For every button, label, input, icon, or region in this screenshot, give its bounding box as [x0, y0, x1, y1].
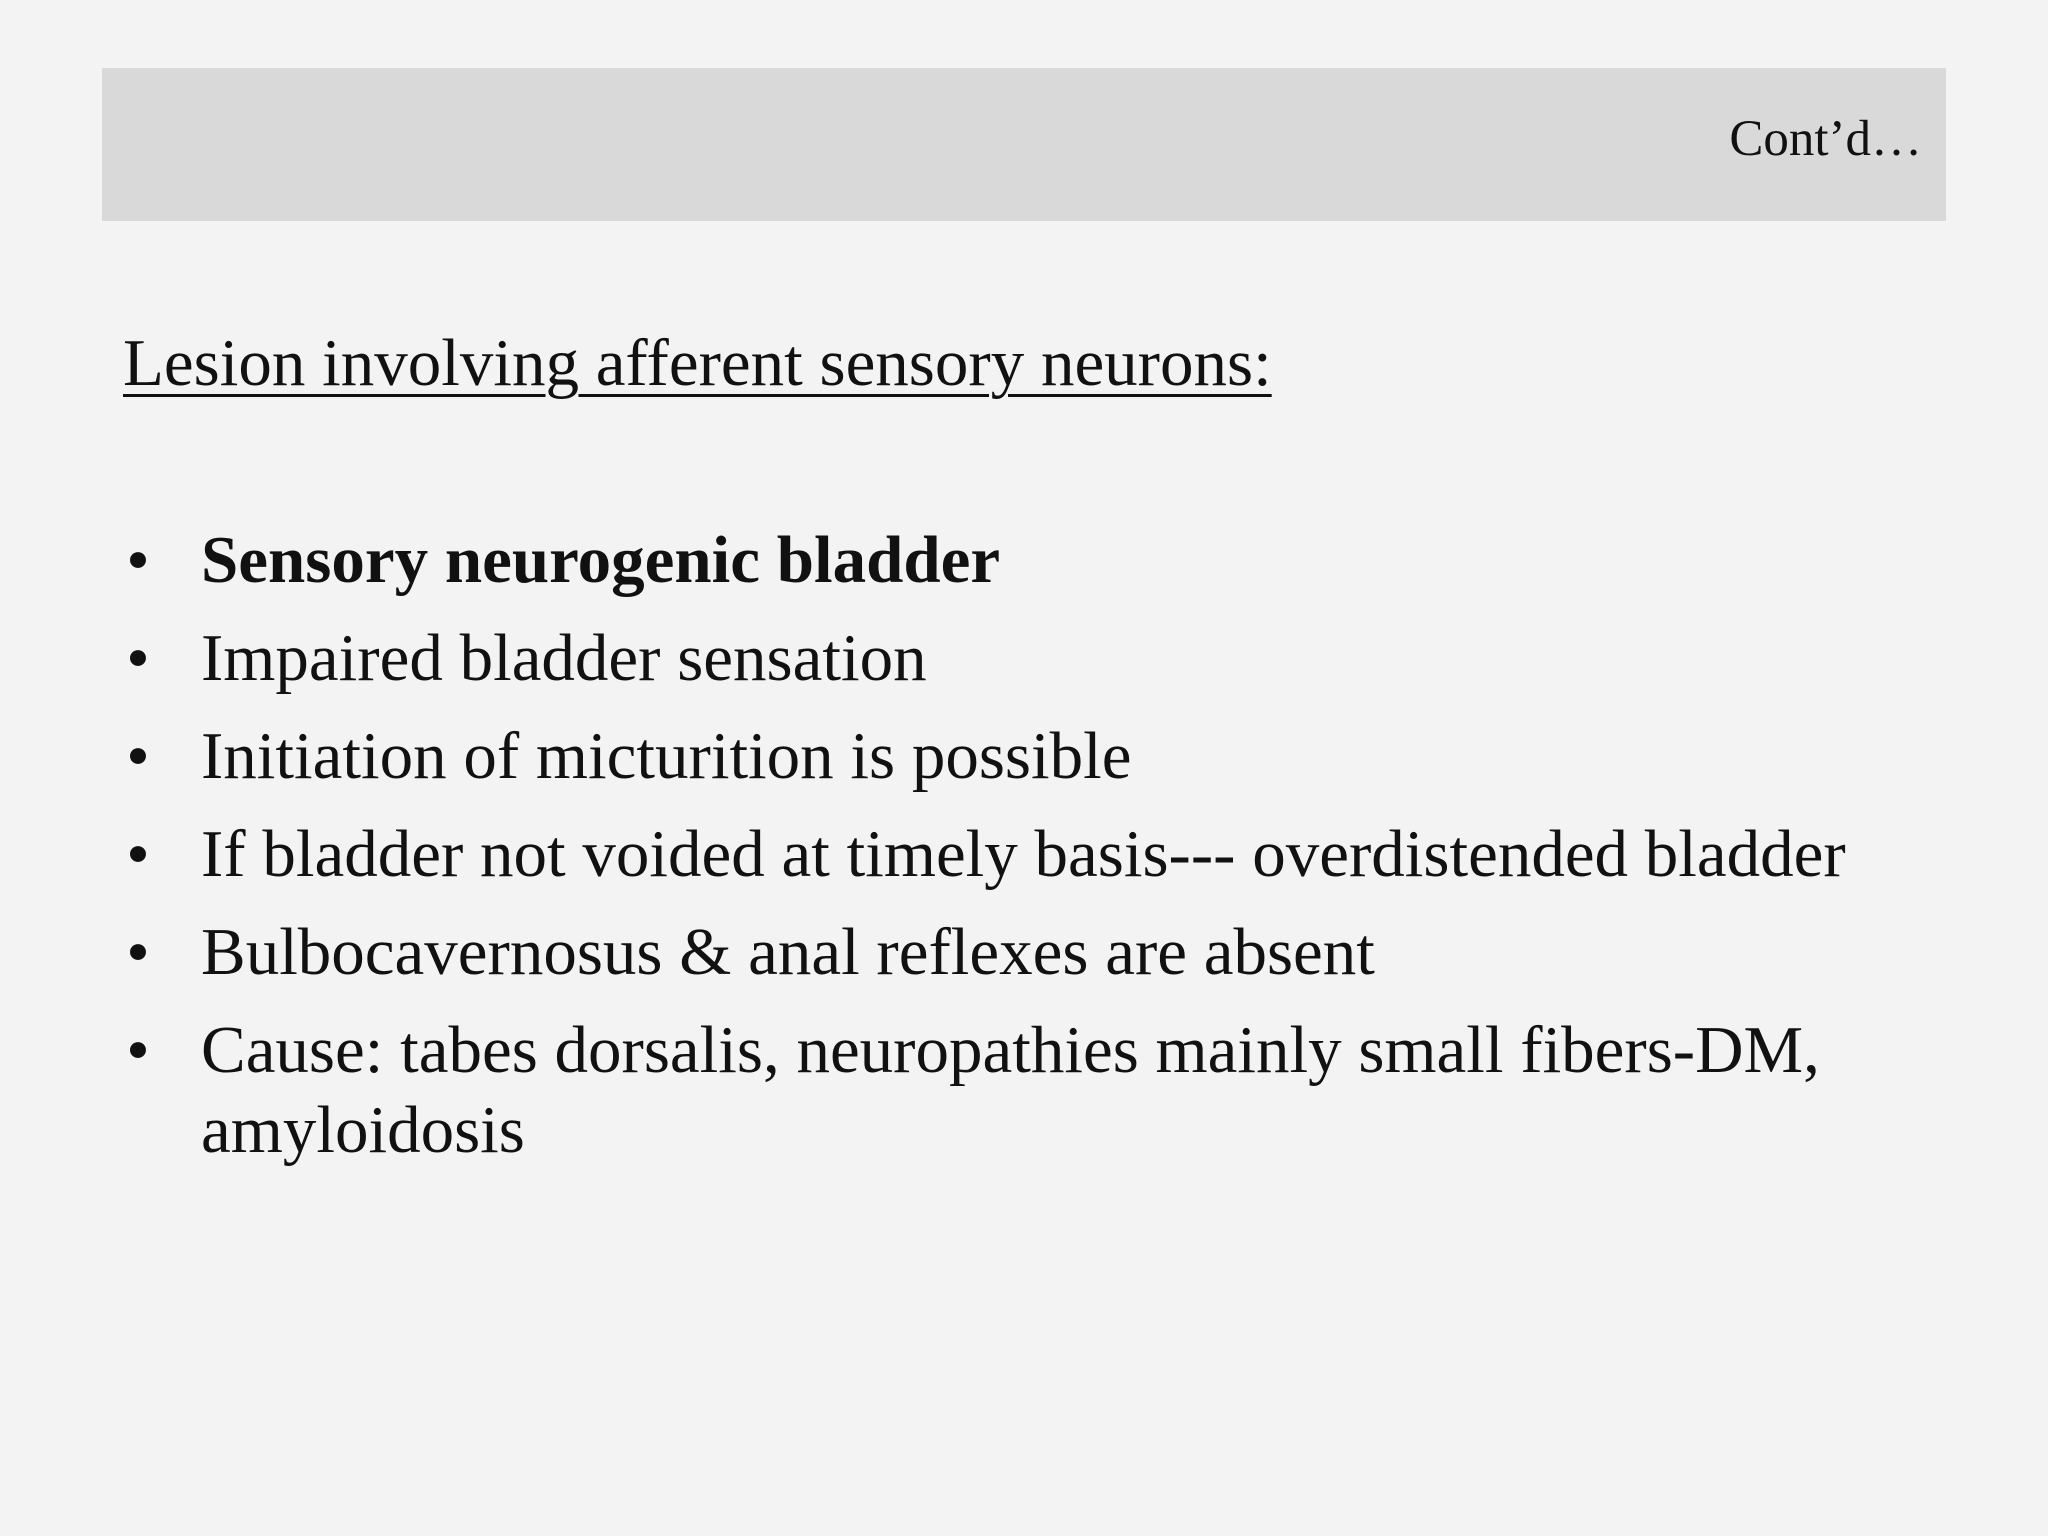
bullet-text: Bulbocavernosus & anal reflexes are absent: [201, 915, 1375, 989]
bullet-text: Cause: tabes dorsalis, neuropathies mainly small fibers-DM, amyloidosis: [201, 1013, 1820, 1167]
bullet-text: Impaired bladder sensation: [201, 621, 927, 695]
bullet-list: [120, 520, 1920, 1188]
bullet-text: Initiation of micturition is possible: [201, 719, 1132, 793]
bullet-text: Sensory neurogenic bladder: [201, 523, 1001, 597]
bullet-icon: •: [126, 915, 150, 989]
bullet-text: If bladder not voided at timely basis--- overdistended bladder: [201, 817, 1846, 891]
section-heading: Lesion involving afferent sensory neurons:: [123, 326, 1272, 400]
bullet-icon: •: [126, 1013, 150, 1087]
bullet-icon: •: [126, 523, 150, 597]
slide-title: Cont’d…: [1729, 111, 1922, 167]
bullet-icon: •: [126, 719, 150, 793]
bullet-item: [120, 1010, 1920, 1170]
bullet-item: [120, 618, 1920, 698]
bullet-item: [120, 912, 1920, 992]
header-band: [102, 68, 1946, 221]
bullet-icon: •: [126, 817, 150, 891]
bullet-item: [120, 520, 1920, 600]
bullet-item: [120, 814, 1920, 894]
bullet-icon: •: [126, 621, 150, 695]
bullet-item: [120, 716, 1920, 796]
